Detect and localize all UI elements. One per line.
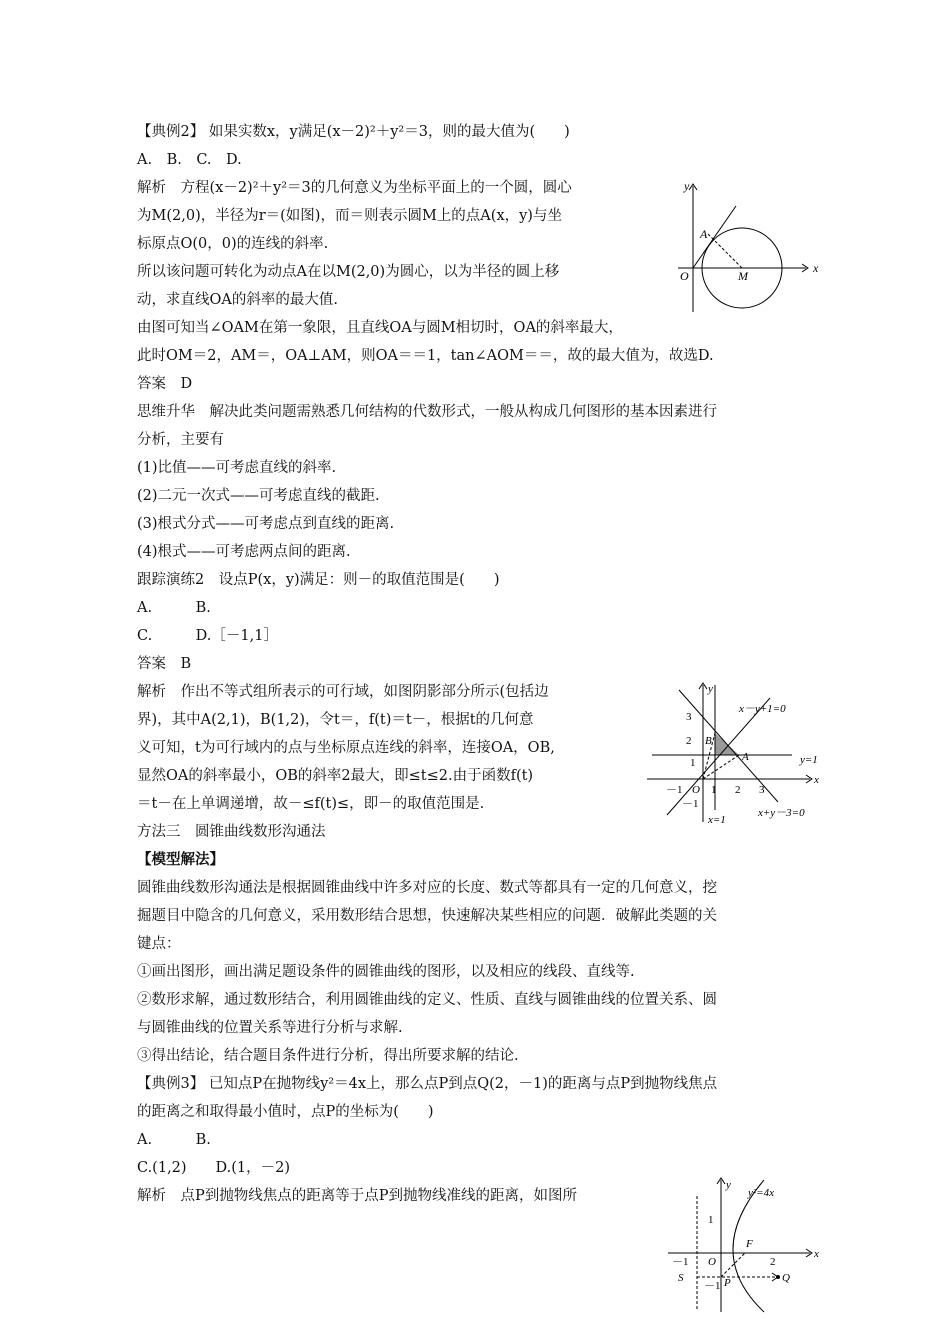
point-f-label: F [746,1238,753,1250]
point-m-label: M [738,269,748,283]
analysis-line: 界)，其中A(2,1)，B(1,2)，令t＝，f(t)＝t－，根据t的几何意 [137,712,534,728]
analysis-line: 义可知，t为可行域内的点与坐标原点连线的斜率，连接OA，OB, [137,740,555,756]
line-label: y=1 [800,754,818,766]
example-3-title: 【典例3】 已知点P在抛物线y²＝4x上，那么点P到点Q(2，－1)的距离与点P到抛物线焦点 [137,1076,718,1092]
tick-label: 2 [735,784,741,796]
body-line: 键点： [137,936,181,952]
tick-label: 2 [770,1256,776,1268]
analysis-line: 此时OM＝2，AM＝，OA⊥AM，则OA＝＝1，tan∠AOM＝＝，故的最大值为，故选D. [137,348,714,364]
point-a-label: A [742,751,749,763]
analysis-line: 显然OA的斜率最小，OB的斜率2最大，即≤t≤2.由于函数f(t) [137,768,534,784]
method-3-heading: 方法三 圆锥曲线数形沟通法 [137,824,326,840]
practice-2-options: A. B. [137,600,211,616]
tick-label: －1 [682,798,699,810]
y-label: y [708,683,713,695]
feasible-region-figure [642,680,822,825]
point-q [776,1275,780,1279]
tick-label: 1 [711,784,717,796]
analysis-line: 解析 方程(x－2)²＋y²＝3的几何意义为坐标平面上的一个圆，圆心 [137,180,572,196]
line-label: x+y－3=0 [758,807,805,819]
point-p-label: P [724,1277,731,1289]
tick-label: －1 [666,784,683,796]
curve-label: y²=4x [748,1187,774,1199]
insight-line: 思维升华 解决此类问题需熟悉几何结构的代数形式，一般从构成几何图形的基本因素进行 [137,404,717,420]
analysis-line: 动，求直线OA的斜率的最大值. [137,292,338,308]
example-2-title: 【典例2】 如果实数x，y满足(x－2)²＋y²＝3，则的最大值为( ) [137,124,570,140]
parabola-figure [660,1176,820,1316]
x-label: x [814,1248,819,1260]
tick-label: 3 [759,784,765,796]
line-label: x－y+1=0 [739,703,786,715]
tick-label: －1 [704,1280,721,1292]
list-item: (1)比值——可考虑直线的斜率. [137,460,337,476]
point-q-label: Q [782,1272,790,1284]
point-s-label: S [678,1272,684,1284]
tick-label: 3 [686,711,692,723]
origin-label: O [708,1256,716,1268]
list-item: (4)根式——可考虑两点间的距离. [137,544,351,560]
model-method-heading: 【模型解法】 [137,851,224,868]
tick-label: 1 [708,1214,714,1226]
origin-label: O [680,269,689,283]
step-item: 与圆锥曲线的位置关系等进行分析与求解. [137,1020,403,1036]
example-3-title: 的距离之和取得最小值时，点P的坐标为( ) [137,1104,434,1120]
analysis-line: 为M(2,0)，半径为r＝(如图)，而＝则表示圆M上的点A(x，y)与坐 [137,208,562,224]
practice-2-options: C. D.［－1,1］ [137,628,278,644]
analysis-line: 解析 作出不等式组所表示的可行域，如图阴影部分所示(包括边 [137,684,549,700]
example-3-options: A. B. [137,1132,211,1148]
tick-label: －1 [672,1256,689,1268]
insight-line: 分析，主要有 [137,432,224,448]
body-line: 圆锥曲线数形沟通法是根据圆锥曲线中许多对应的长度、数式等都具有一定的几何意义，挖 [137,880,717,896]
radius-am [708,234,742,268]
body-line: 掘题目中隐含的几何意义，采用数形结合思想，快速解决某些相应的问题．破解此类题的关 [137,908,717,924]
point-b-label: B [705,735,712,747]
y-label: y [726,1179,731,1191]
tick-label: 1 [690,757,696,769]
step-item: ③得出结论，结合题目条件进行分析，得出所要求解的结论. [137,1048,519,1064]
point-a-label: A [700,227,708,241]
x-label: x [814,774,819,786]
tick-label: 2 [686,735,692,747]
x-label: x [813,261,819,275]
list-item: (3)根式分式——可考虑点到直线的距离. [137,516,395,532]
y-label: y [684,179,690,193]
answer-line: 答案 B [137,656,192,672]
line-label: x=1 [708,814,726,825]
analysis-line: 所以该问题可转化为动点A在以M(2,0)为圆心，以为半径的圆上移 [137,264,560,280]
step-item: ①画出图形，画出满足题设条件的圆锥曲线的图形，以及相应的线段、直线等. [137,964,635,980]
analysis-line: ＝t－在上单调递增，故－≤f(t)≤，即－的取值范围是. [137,796,485,812]
circle-tangent-figure [670,176,820,316]
list-item: (2)二元一次式——可考虑直线的截距. [137,488,380,504]
step-item: ②数形求解，通过数形结合，利用圆锥曲线的定义、性质、直线与圆锥曲线的位置关系、圆 [137,992,717,1008]
example-2-options: A. B. C. D. [137,152,242,168]
example-3-options: C.(1,2) D.(1，－2) [137,1160,291,1176]
analysis-line: 标原点O(0，0)的连线的斜率. [137,236,329,252]
answer-line: 答案 D [137,376,193,392]
analysis-line: 解析 点P到抛物线焦点的距离等于点P到抛物线准线的距离，如图所 [137,1188,578,1204]
analysis-line: 由图可知当∠OAM在第一象限，且直线OA与圆M相切时，OA的斜率最大， [137,320,623,336]
origin-label: O [692,784,700,796]
practice-2-title: 跟踪演练2 设点P(x，y)满足：则－的取值范围是( ) [137,572,500,588]
